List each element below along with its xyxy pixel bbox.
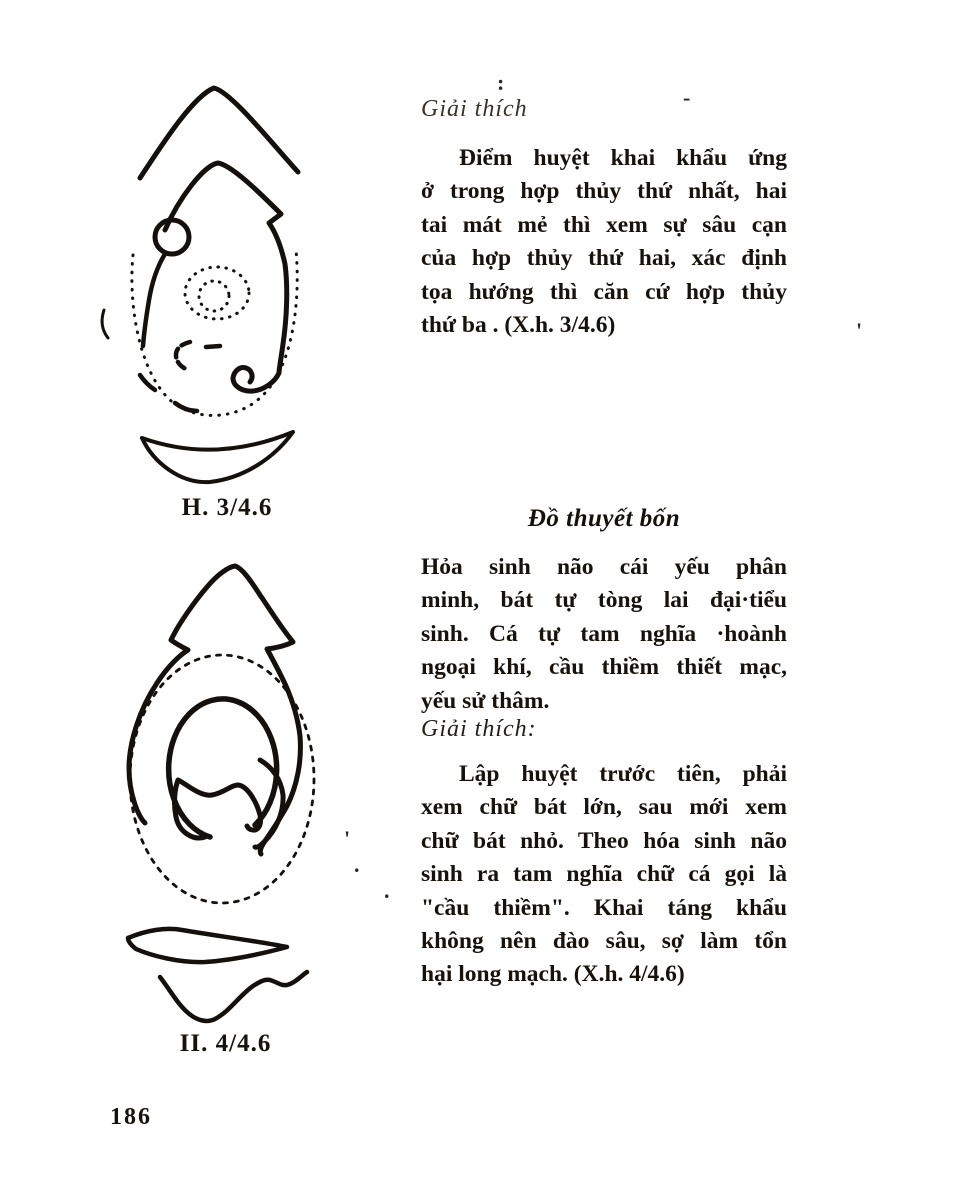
text-line: hại long mạch. (X.h. 4/4.6) [421, 961, 685, 988]
text-line: không nên đào sâu, sợ làm tổn [421, 927, 787, 954]
text-line: yếu sử thâm. [421, 687, 550, 714]
scan-artifact-mark: ' [344, 826, 351, 851]
fig1-left-knob-circle [155, 220, 189, 254]
text-line: của hợp thủy thứ hai, xác định [421, 245, 787, 272]
scan-artifact-mark: - [683, 85, 691, 110]
page-number: 186 [110, 1104, 152, 1130]
fig2-bottom-wave-line [160, 972, 307, 1021]
fig1-left-slope-line [143, 254, 165, 346]
text-line: tai mát mẻ thì xem sự sâu cạn [421, 211, 787, 238]
figure-2-caption: II. 4/4.6 [179, 1030, 272, 1057]
text-line: "cầu thiềm". Khai táng khẩu [421, 894, 787, 921]
figure-1-drawing [95, 82, 320, 512]
section-2-paragraph [421, 551, 787, 718]
text-line: Hỏa sinh não cái yếu phân [421, 554, 787, 580]
fig2-arrow-and-outer-outline [129, 566, 300, 854]
scan-artifact-mark: . [354, 852, 360, 877]
text-line: ngoại khí, cầu thiềm thiết mạc, [421, 654, 787, 681]
scan-artifact-mark: ' [856, 318, 863, 343]
text-line: sinh ra tam nghĩa chữ cá gọi là [421, 861, 787, 888]
fig1-bottom-crescent [142, 432, 293, 482]
text-line: chữ bát nhỏ. Theo hóa sinh não [421, 827, 787, 854]
scan-artifact-mark: . [384, 878, 390, 903]
text-line: ở trong hợp thủy thứ nhất, hai [421, 178, 787, 205]
fig1-left-slope-dash1 [140, 375, 155, 390]
fig1-left-edge-mark [102, 310, 108, 338]
figure-2-drawing [112, 553, 332, 1033]
fig2-inner-horseshoe [175, 780, 261, 838]
text-line: Điểm huyệt khai khẩu ứng [459, 145, 787, 171]
section-2-heading: Đồ thuyết bốn [527, 505, 681, 532]
section-1-heading: Giải thích [421, 96, 528, 122]
figure-1-caption: H. 3/4.6 [181, 494, 273, 521]
fig1-inner-mound-line [165, 163, 287, 391]
section-3-paragraph [421, 758, 787, 992]
text-line: Lập huyệt trước tiên, phải [459, 761, 787, 787]
fig2-sliver-bank [128, 929, 287, 962]
text-line: minh, bát tự tòng lai đại·tiểu [421, 587, 787, 614]
scan-artifact-mark: : [497, 70, 505, 95]
section-1-paragraph [421, 142, 787, 342]
text-line: tọa hướng thì căn cứ hợp thủy [421, 278, 787, 305]
fig1-dashed-hook [176, 342, 190, 370]
fig1-dotted-ring-inner [199, 281, 229, 311]
text-line: thứ ba . (X.h. 3/4.6) [421, 311, 616, 338]
fig1-dotted-ring-outer [185, 267, 249, 319]
section-3-heading: Giải thích: [421, 716, 537, 742]
fig1-hook-dash [206, 346, 220, 347]
text-line: xem chữ bát lớn, sau mới xem [421, 794, 787, 821]
text-line: sinh. Cá tự tam nghĩa ·hoành [421, 620, 787, 647]
